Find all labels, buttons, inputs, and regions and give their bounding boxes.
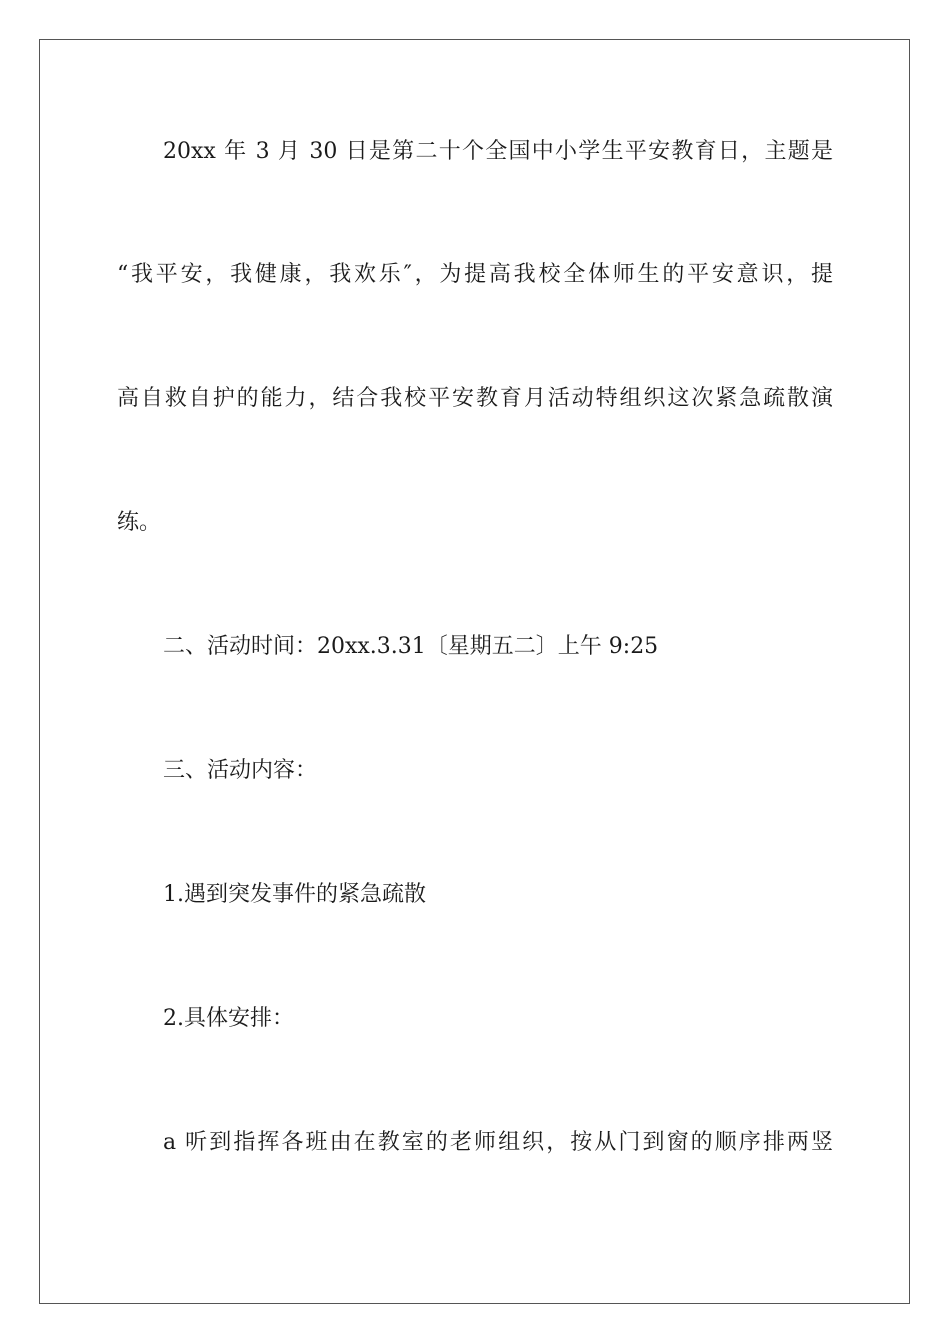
page-border xyxy=(39,39,910,1304)
activity-time: 二、活动时间：20xx.3.31〔星期五二〕上午 9:25 xyxy=(163,634,659,659)
list-item-1: 1.遇到突发事件的紧急疏散 xyxy=(163,882,426,907)
list-item-2: 2.具体安排： xyxy=(163,1006,294,1031)
paragraph-line-2: “我平安，我健康，我欢乐″，为提高我校全体师生的平安意识，提 xyxy=(117,262,833,287)
paragraph-line-4: 练。 xyxy=(117,510,162,535)
paragraph-line-3: 高自救自护的能力，结合我校平安教育月活动特组织这次紧急疏散演 xyxy=(117,386,833,411)
paragraph-line-1: 20xx 年 3 月 30 日是第二十个全国中小学生平安教育日，主题是 xyxy=(163,139,833,164)
activity-content-heading: 三、活动内容： xyxy=(163,758,318,783)
list-item-a: a 听到指挥各班由在教室的老师组织，按从门到窗的顺序排两竖 xyxy=(163,1130,833,1155)
